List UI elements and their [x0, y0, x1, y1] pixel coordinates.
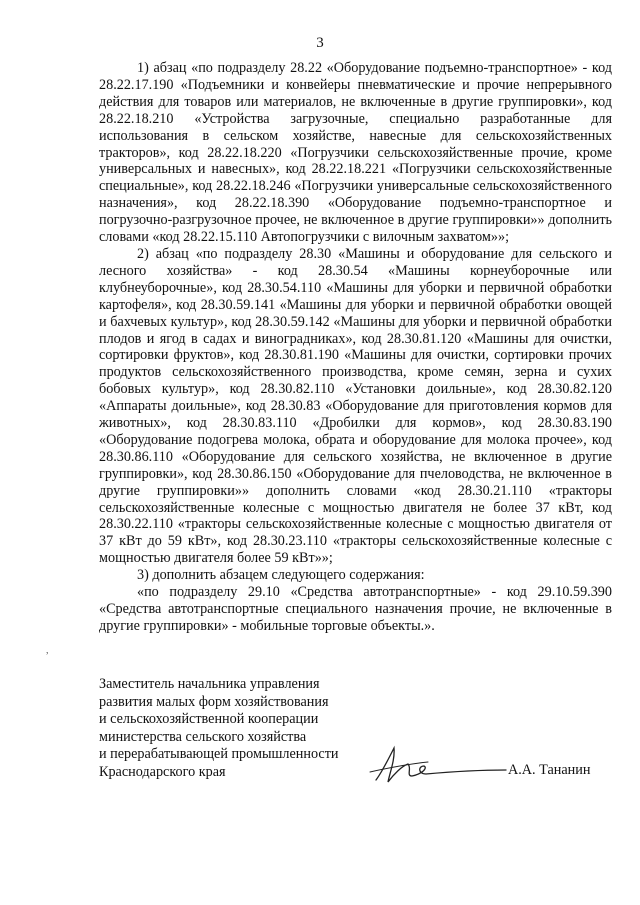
paragraph-new-text: «по подразделу 29.10 «Средства автотранспортные» - код 29.10.59.390 «Средства автотранспортные специального назначения прочие, не включенные в другие группировки» - мобильные торговые объекты.».	[99, 584, 612, 634]
signatory-title	[99, 676, 359, 781]
signatory-title-line: и перерабатывающей промышленности	[99, 746, 339, 762]
margin-mark: ,	[46, 645, 49, 656]
paragraph-amendment-3: 3) дополнить абзацем следующего содержания:	[137, 567, 425, 584]
handwritten-signature	[368, 742, 508, 790]
signatory-title-line: Краснодарского края	[99, 763, 226, 780]
signatory-name: А.А. Тананин	[508, 762, 591, 778]
paragraph-amendment-2: 2) абзац «по подразделу 28.30 «Машины и оборудование для сельского и лесного хозяйства» - код 28.30.54 «Машины корнеуборочные или клубнеуборочные», код 28.30.54.110 «Машины для уборки и первичной обработки картофеля», код 28.30.59.141 «Машины для уборки и первичной обработки овощей и бахчевых культур», код 28.30.59.142 «Машины для уборки и первичной обработки плодов и ягод в садах и виноградниках», код 28.30.81.120 «Машины для очистки, сортировки фруктов», код 28.30.81.190 «Машины для очистки, сортировки прочих продуктов сельскохозяйственного производства, кроме семян, зерна и сухих бобовых культур», код 28.30.82.110 «Установки доильные», код 28.30.82.120 «Аппараты доильные», код 28.30.83 «Оборудование для приготовления кормов для животных», код 28.30.83.110 «Дробилки для кормов», код 28.30.83.190 «Оборудование подогрева молока, обрата и оборудование для молока прочее», код 28.30.86.110 «Оборудование для сельского хозяйства, не включенное в другие группировки», код 28.30.86.150 «Оборудование для пчеловодства, не включенное в другие группировки»» дополнить словами «код 28.30.21.110 «тракторы сельскохозяйственные колесные с мощностью двигателя не более 37 кВт, код 28.30.22.110 «тракторы сельскохозяйственные колесные с мощностью двигателя от 37 кВт до 59 кВт», код 28.30.23.110 «тракторы сельскохозяйственные колесные с мощностью двигателя более 59 кВт»»;	[99, 245, 612, 567]
page-number: 3	[316, 35, 324, 51]
signatory-title-line: министерства сельского хозяйства	[99, 728, 307, 745]
paragraph-amendment-1: 1) абзац «по подразделу 28.22 «Оборудование подъемно-транспортное» - код 28.22.17.190 «Подъемники и конвейеры пневматические и прочие непрерывного действия для товаров или материалов, не включенные в другие группировки», код 28.22.18.210 «Устройства загрузочные, специально разработанные для использования в сельском хозяйстве, навесные для сельскохозяйственных тракторов», код 28.22.18.220 «Погрузчики сельскохозяйственные прочие, кроме универсальных и навесных», код 28.22.18.221 «Погрузчики сельскохозяйственные специальные», код 28.22.18.246 «Погрузчики универсальные сельскохозяйственного назначения», код 28.22.18.390 «Оборудование подъемно-транспортное и погрузочно-разгрузочное прочее, не включенное в другие группировки»» дополнить словами «код 28.22.15.110 Автопогрузчики с вилочным захватом»»;	[99, 60, 612, 246]
signatory-title-line: Заместитель начальника управления	[99, 676, 320, 692]
document-body	[99, 60, 612, 635]
signatory-title-line: и сельскохозяйственной кооперации	[99, 711, 319, 727]
signatory-title-line: развития малых форм хозяйствования	[99, 693, 329, 710]
